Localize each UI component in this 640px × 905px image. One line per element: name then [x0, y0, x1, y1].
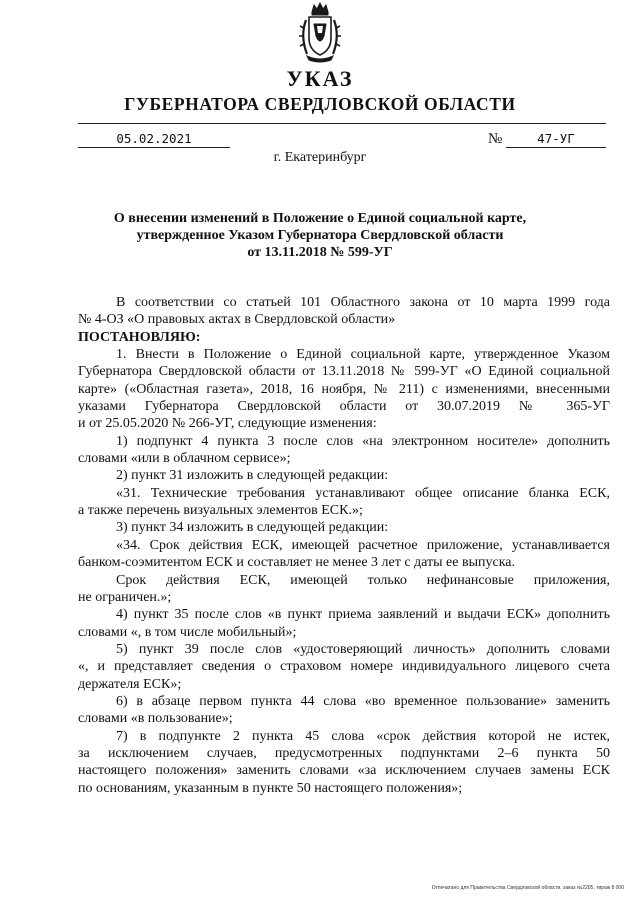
header-divider: [78, 123, 606, 124]
body-line: за исключением случаев, предусмотренных подпунктами 2–6 пункта 50: [78, 745, 610, 761]
body-line: 1. Внести в Положение о Единой социальной карте, утвержденное Указом: [116, 347, 610, 363]
body-line: 1) подпункт 4 пункта 3 после слов «на электронном носителе» дополнить: [116, 433, 610, 449]
title-line: от 13.11.2018 № 599-УГ: [247, 245, 393, 260]
body-line: словами «или в облачном сервисе»;: [78, 451, 291, 467]
body-line: по основаниям, указанным в пункте 50 настоящего положения»;: [78, 780, 463, 796]
body-line: словами «в пользование»;: [78, 711, 233, 727]
body-line: и от 25.05.2020 № 266-УГ, следующие изменения:: [78, 416, 377, 432]
body-line: настоящего положения» заменить словами «за исключением случаев замены ЕСК: [78, 763, 610, 779]
decree-heading: УКАЗ: [286, 66, 354, 91]
body-line: 6) в абзаце первом пункта 44 слова «во временное пользование» заменить: [116, 693, 610, 709]
document-title: [70, 210, 570, 261]
print-footer-note: Отпечатано для Правительства Свердловской области, заказ №2205, тираж 8 000: [431, 885, 624, 891]
body-line: «, и представляет сведения о страховом номере индивидуального лицевого счета: [78, 659, 610, 675]
body-line: 7) в подпункте 2 пункта 45 слова «срок действия которой не истек,: [116, 728, 610, 744]
body-line: указами Губернатора Свердловской области от 30.07.2019 № 365-УГ: [78, 399, 610, 415]
body-line: а также перечень визуальных элементов ЕСК.»;: [78, 503, 363, 519]
body-line: карте» («Областная газета», 2018, 16 ноября, № 211) с изменениями, внесенными: [78, 381, 610, 397]
decree-date: 05.02.2021: [78, 131, 230, 148]
body-line: словами «, в том числе мобильный»;: [78, 624, 297, 640]
document-body: [78, 294, 610, 797]
body-line: 2) пункт 31 изложить в следующей редакции:: [116, 468, 389, 484]
body-line: Губернатора Свердловской области от 13.11.2018 № 599-УГ «О Единой социальной: [78, 364, 610, 380]
decree-number: 47-УГ: [506, 131, 606, 148]
title-line: О внесении изменений в Положение о Единой социальной карте,: [113, 211, 527, 226]
number-sign: №: [488, 131, 503, 147]
body-line: «34. Срок действия ЕСК, имеющей расчетное приложение, устанавливается: [116, 537, 610, 553]
body-line: не ограничен.»;: [78, 589, 172, 605]
body-line: 4) пункт 35 после слов «в пункт приема заявлений и выдачи ЕСК» дополнить: [116, 607, 610, 623]
body-line: «31. Технические требования устанавливают общее описание бланка ЕСК,: [116, 485, 610, 501]
title-line: утвержденное Указом Губернатора Свердловской области: [136, 228, 504, 243]
issuer-heading: ГУБЕРНАТОРА СВЕРДЛОВСКОЙ ОБЛАСТИ: [124, 94, 516, 114]
body-line: Срок действия ЕСК, имеющей только нефинансовые приложения,: [116, 572, 610, 588]
body-line: 3) пункт 34 изложить в следующей редакции:: [116, 520, 389, 536]
coat-of-arms-emblem: [297, 2, 343, 64]
body-line: 5) пункт 39 после слов «удостоверяющий личность» дополнить словами: [116, 641, 610, 657]
body-line: банком-соэмитентом ЕСК и составляет не менее 3 лет с даты ее выпуска.: [78, 555, 516, 571]
body-line: В соответствии со статьей 101 Областного закона от 10 марта 1999 года: [116, 295, 610, 310]
body-line: № 4-ОЗ «О правовых актах в Свердловской области»: [78, 312, 396, 328]
resolution-word: ПОСТАНОВЛЯЮ:: [78, 329, 201, 345]
city-name: г. Екатеринбург: [273, 150, 367, 165]
body-line: держателя ЕСК»;: [78, 676, 182, 692]
